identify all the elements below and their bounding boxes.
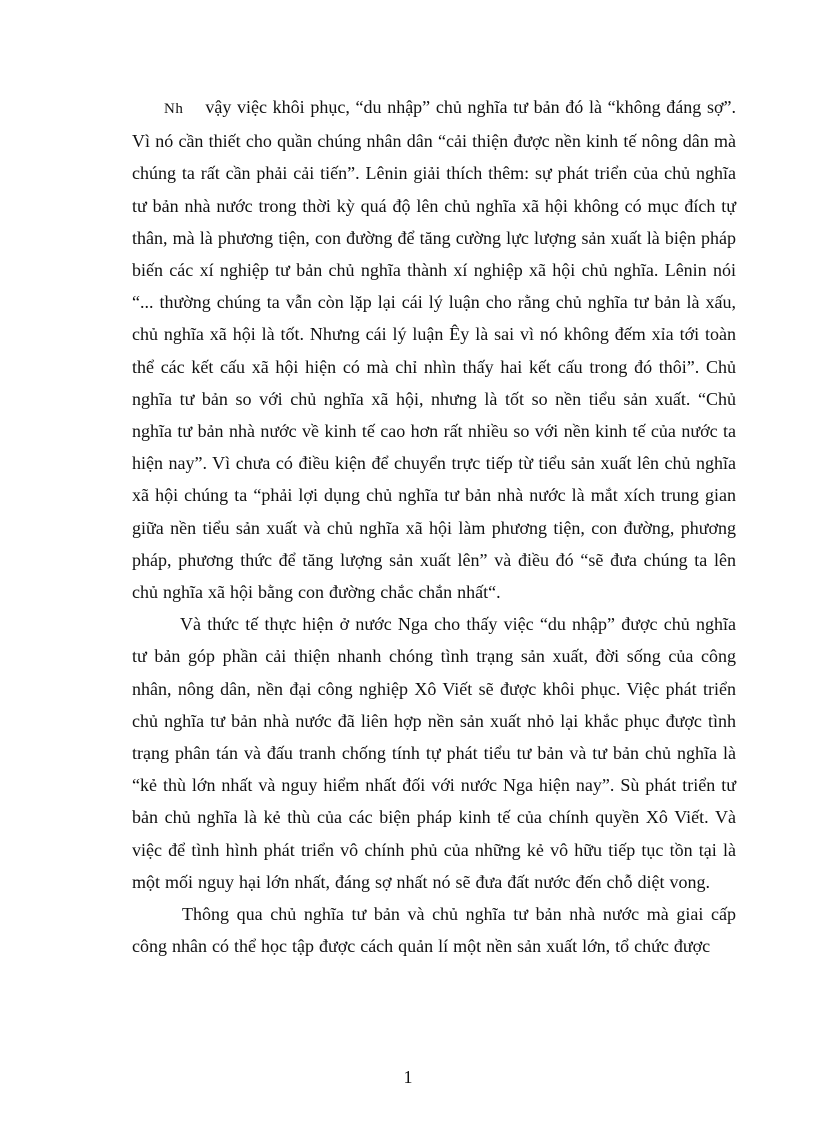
- paragraph-3: [132, 898, 736, 962]
- page-number: 1: [403, 1067, 413, 1087]
- paragraph-2: [132, 608, 736, 898]
- paragraph-1-text: vậy việc khôi phục, “du nhập” chủ nghĩa tư bản đó là “không đáng sợ”. Vì nó cần thiết cho quần chúng nhân dân “cải thiện được nền kinh tế nông dân mà chúng ta rất cần phải cải tiến”. Lênin giải thích thêm: sự phát triển của chủ nghĩa tư bản nhà nước trong thời kỳ quá độ lên chủ nghĩa xã hội không có mục đích tự thân, mà là phương tiện, con đường để tăng cường lực lượng sản xuất là biện pháp biến các xí nghiệp tư bản chủ nghĩa thành xí nghiệp xã hội chủ nghĩa. Lênin nói “... thường chúng ta vẫn còn lặp lại cái lý luận cho rằng chủ nghĩa tư bản là xấu, chủ nghĩa xã hội là tốt. Nhưng cái lý luận Êy là sai vì nó không đếm xỉa tới toàn thể các kết cấu xã hội hiện có mà chỉ nhìn thấy hai kết cấu trong đó thôi”. Chủ nghĩa tư bản so với chủ nghĩa xã hội, nhưng là tốt so nền tiểu sản xuất. “Chủ nghĩa tư bản nhà nước về kinh tế cao hơn rất nhiều so với nền kinh tế của nước ta hiện nay”. Vì chưa có điều kiện để chuyển trực tiếp từ tiểu sản xuất lên chủ nghĩa xã hội chúng ta “phải lợi dụng chủ nghĩa tư bản nhà nước là mắt xích trung gian giữa nền tiểu sản xuất và chủ nghĩa xã hội làm phương tiện, con đường, phương pháp, phương thức để tăng lượng sản xuất lên” và điều đó “sẽ đưa chúng ta lên chủ nghĩa xã hội bằng con đường chắc chắn nhất“.: [132, 97, 736, 603]
- document-body: [132, 91, 736, 962]
- paragraph-2-text: Và thức tế thực hiện ở nước Nga cho thấy việc “du nhập” được chủ nghĩa tư bản góp phần cải thiện nhanh chóng tình trạng sản xuất, đời sống của công nhân, nông dân, nền đại công nghiệp Xô Viết sẽ được khôi phục. Việc phát triển chủ nghĩa tư bản nhà nước đã liên hợp nền sản xuất nhỏ lại khắc phục được tình trạng phân tán và đấu tranh chống tính tự phát tiểu tư bản và tư bản chủ nghĩa là “kẻ thù lớn nhất và nguy hiểm nhất đối với nước Nga hiện nay”. Sù phát triển tư bản chủ nghĩa là kẻ thù của các biện pháp kinh tế của chính quyền Xô Viết. Và việc để tình hình phát triển vô chính phủ của những kẻ vô hữu tiếp tục tồn tại là một mối nguy hại lớn nhất, đáng sợ nhất nó sẽ đưa đất nước đến chỗ diệt vong.: [132, 614, 736, 892]
- paragraph-3-text: Thông qua chủ nghĩa tư bản và chủ nghĩa tư bản nhà nước mà giai cấp công nhân có thể học tập được cách quản lí một nền sản xuất lớn, tổ chức được: [132, 904, 736, 957]
- paragraph-1: [132, 91, 736, 608]
- paragraph-1-lead-fragment: Nh: [164, 101, 184, 117]
